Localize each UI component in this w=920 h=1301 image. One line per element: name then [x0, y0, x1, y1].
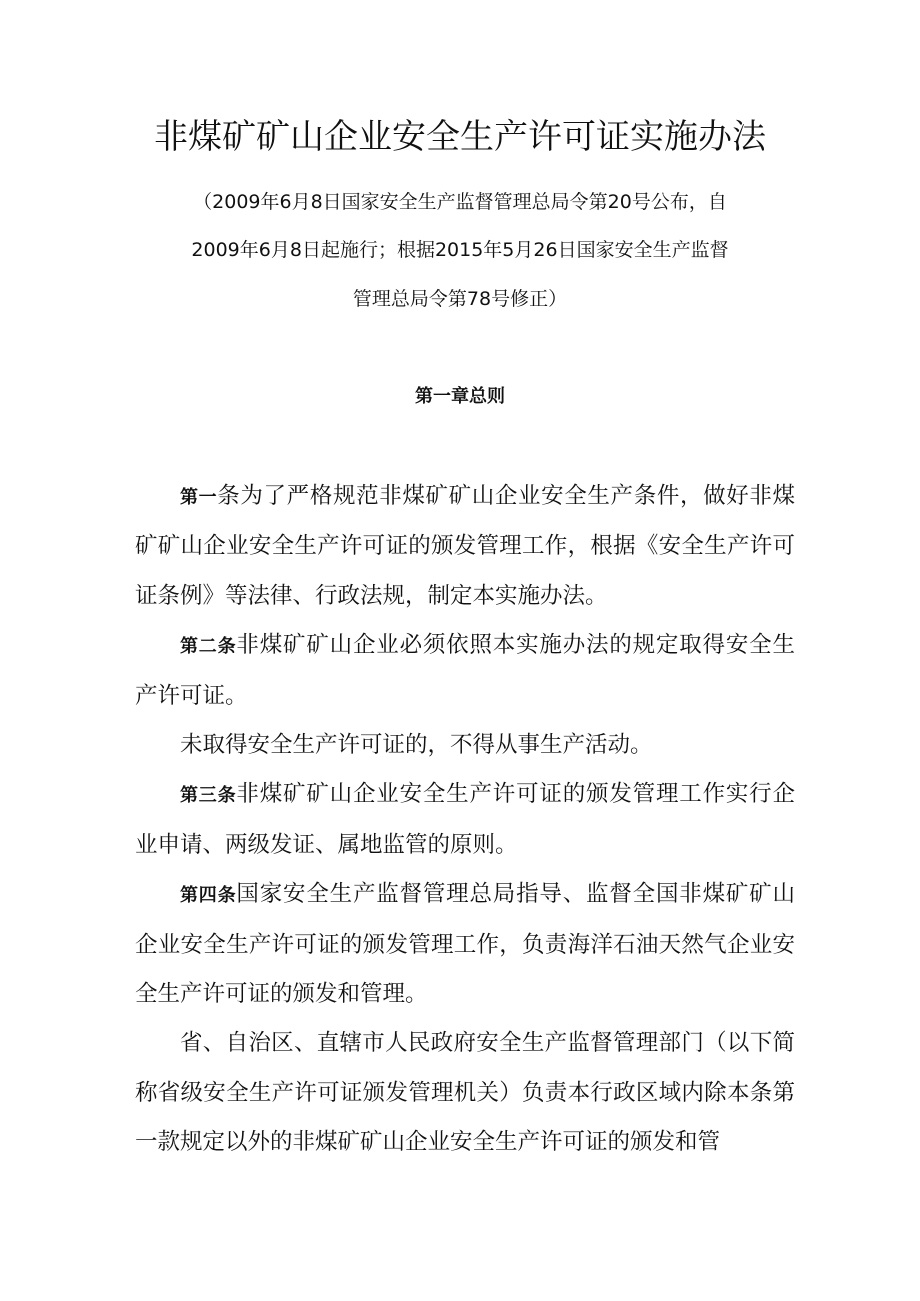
article-text: 条为了严格规范非煤矿矿山企业安全生产条件，做好非煤矿矿山企业安全生产许可证的颁发管理工作，根据《安全生产许可证条例》等法律、行政法规，制定本实施办法。	[135, 483, 795, 609]
article-text: 非煤矿矿山企业安全生产许可证的颁发管理工作实行企业申请、两级发证、属地监管的原则。	[135, 781, 795, 858]
article-4-paragraph	[135, 870, 795, 1019]
chapter-heading: 第一章总则	[415, 386, 505, 407]
subtitle-line-3: 管理总局令第78号修正）	[352, 288, 568, 310]
article-label: 第二条	[180, 636, 237, 658]
article-label: 第四条	[180, 885, 237, 907]
document-title: 非煤矿矿山企业安全生产许可证实施办法	[154, 117, 766, 157]
article-label: 第一	[180, 487, 218, 508]
article-text: 未取得安全生产许可证的，不得从事生产活动。	[180, 732, 653, 759]
article-text: 省、自治区、直辖市人民政府安全生产监督管理部门（以下简称省级安全生产许可证颁发管理机关）负责本行政区域内除本条第一款规定以外的非煤矿矿山企业安全生产许可证的颁发和管	[135, 1030, 795, 1156]
subtitle-line-1: （2009年6月8日国家安全生产监督管理总局令第20号公布，自	[193, 191, 727, 213]
article-2-clause-paragraph	[135, 721, 795, 770]
article-3-paragraph	[135, 770, 795, 870]
article-label: 第三条	[180, 785, 237, 807]
subtitle-line-2: 2009年6月8日起施行；根据2015年5月26日国家安全生产监督	[191, 239, 729, 261]
article-text: 国家安全生产监督管理总局指导、监督全国非煤矿矿山企业安全生产许可证的颁发管理工作，负责海洋石油天然气企业安全生产许可证的颁发和管理。	[135, 881, 795, 1008]
article-1-paragraph	[135, 472, 795, 621]
article-2-paragraph	[135, 621, 795, 721]
article-text: 非煤矿矿山企业必须依照本实施办法的规定取得安全生产许可证。	[135, 632, 795, 709]
article-body	[135, 472, 795, 1168]
article-4-clause-paragraph	[135, 1019, 795, 1167]
